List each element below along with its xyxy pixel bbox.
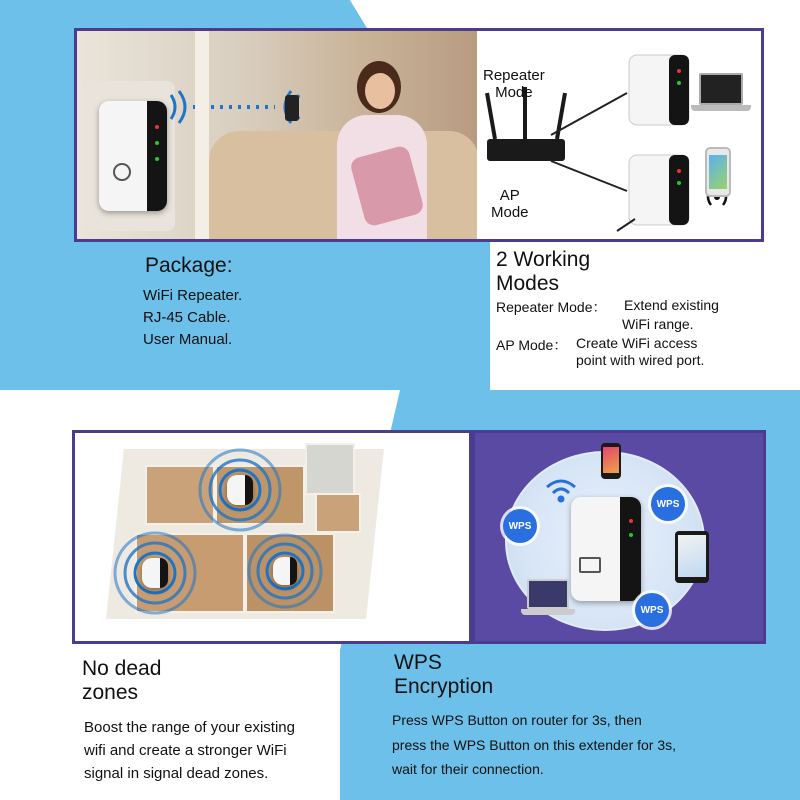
ap-device [629, 155, 689, 225]
repeater-mode-desc-line1: Extend existing [624, 297, 719, 313]
tablet-icon [675, 531, 709, 583]
dead-zones-body-line2: wifi and create a stronger WiFi [84, 742, 287, 759]
wps-panel [472, 430, 766, 644]
link-to-ap [551, 161, 627, 191]
smartphone-icon-wps [601, 443, 621, 479]
wifi-signal-icon [165, 87, 305, 127]
package-item-manual: User Manual. [143, 331, 233, 348]
package-item-cable: RJ-45 Cable. [143, 309, 231, 326]
floorplan-panel [72, 430, 472, 644]
laptop-icon-wps [521, 579, 575, 623]
floorplan-repeater-right [273, 557, 297, 585]
package-item-repeater: WiFi Repeater. [143, 287, 243, 304]
wps-body-line1: Press WPS Button on router for 3s, then [392, 712, 642, 728]
ap-mode-desc-line1: Create WiFi access [576, 335, 698, 351]
wps-heading-line2: Encryption [394, 675, 494, 698]
floorplan-repeater-left [142, 558, 168, 588]
wps-extender-device [571, 497, 641, 601]
dead-zones-heading-line2: zones [82, 681, 139, 704]
package-heading: Package: [145, 254, 233, 277]
ap-mode-label: AP Mode： [496, 337, 568, 353]
wps-badge-bottom: WPS [635, 593, 669, 627]
wps-badge-right: WPS [651, 487, 685, 521]
ap-mode-diagram-label: AP Mode [491, 187, 529, 221]
woman-figure [327, 51, 437, 239]
dead-zones-heading-line1: No dead [82, 657, 162, 680]
wps-badge-left: WPS [503, 509, 537, 543]
repeater-mode-label: Repeater Mode： [496, 299, 607, 315]
top-banner-panel [74, 28, 764, 242]
laptop-icon [691, 73, 749, 117]
wifi-repeater-device [99, 101, 167, 211]
repeater-mode-diagram-label: Repeater Mode [483, 67, 545, 101]
door-frame [195, 31, 209, 239]
lifestyle-photo [77, 31, 477, 239]
ap-mode-desc-line2: point with wired port. [576, 352, 705, 368]
coverage-rings [75, 433, 469, 641]
wps-heading-line1: WPS [394, 651, 442, 674]
repeater-mode-desc-line2: WiFi range. [622, 316, 694, 332]
repeater-device [629, 55, 689, 125]
wps-body-line2: press the WPS Button on this extender for 3s, [392, 737, 677, 753]
dead-zones-body-line1: Boost the range of your existing [84, 719, 295, 736]
smartphone-icon-ap [705, 147, 731, 197]
wps-body-line3: wait for their connection. [392, 761, 544, 777]
dead-zones-body-line3: signal in signal dead zones. [84, 765, 269, 782]
smartphone-icon [285, 95, 299, 121]
modes-heading-line1: 2 Working [496, 248, 591, 271]
modes-heading-line2: Modes [496, 272, 560, 295]
floorplan-repeater-top [227, 475, 253, 505]
